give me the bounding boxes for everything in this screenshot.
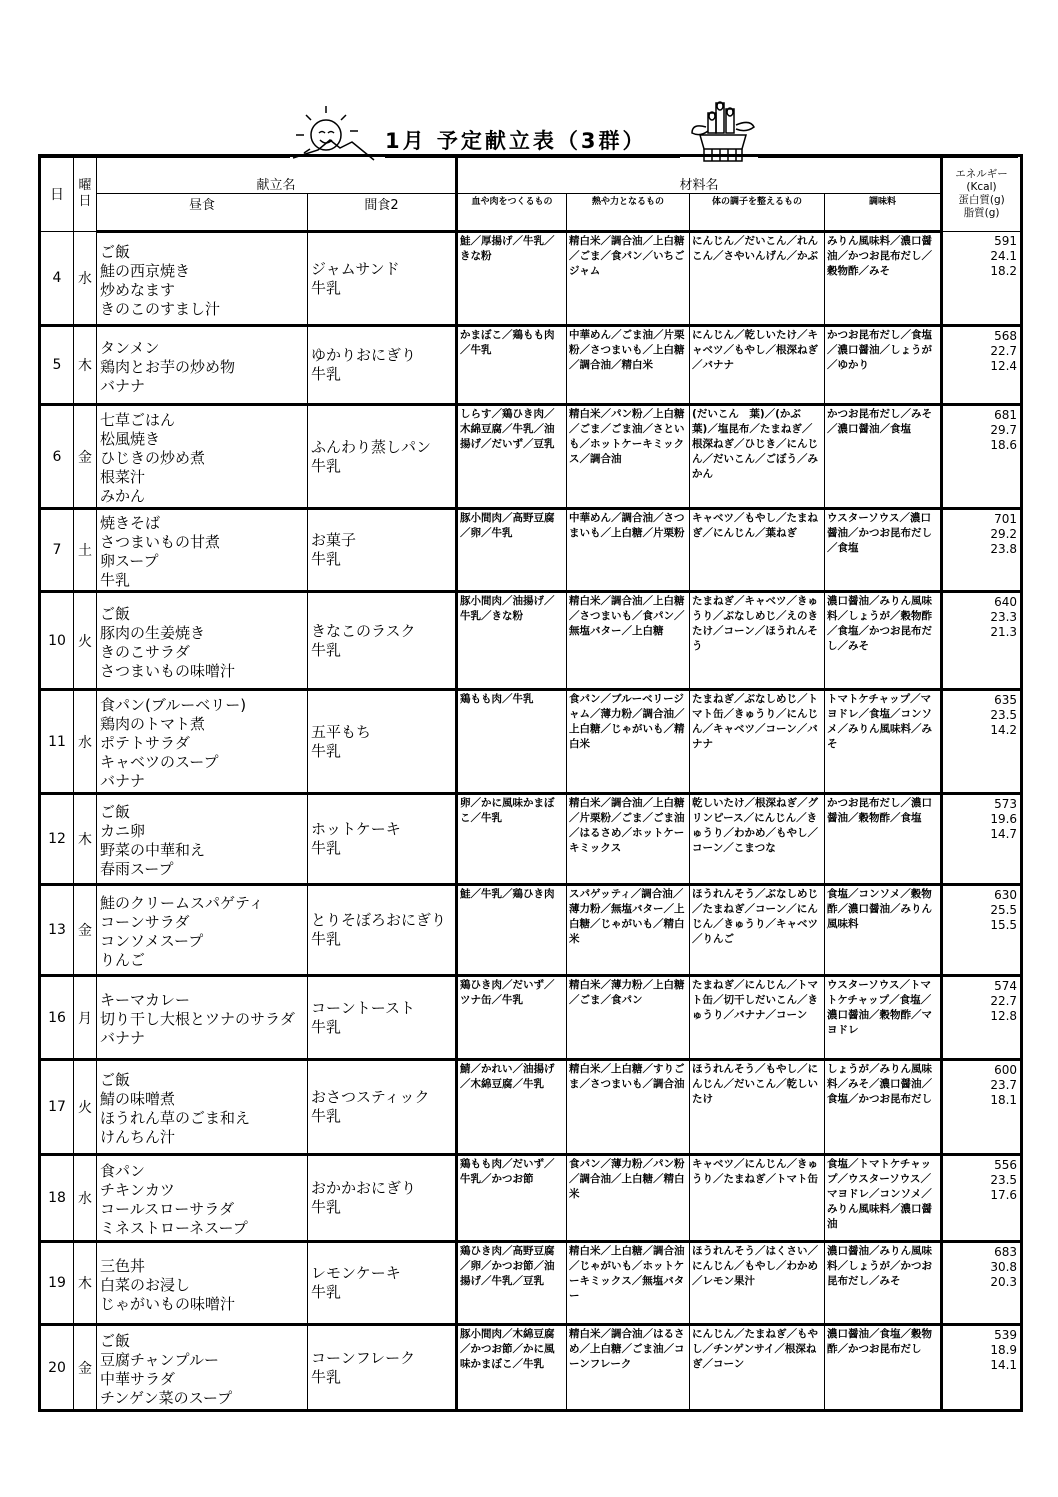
lunch-item: 豚肉の生姜焼き — [100, 623, 206, 642]
fat-value: 18.2 — [990, 264, 1018, 278]
lunch-item: チンゲン菜のスープ — [100, 1388, 233, 1407]
seasoning-cell: ウスターソウス／トマトケチャップ／食塩／濃口醤油／穀物酢／マヨドレ — [825, 976, 942, 1060]
snack-cell — [308, 509, 457, 592]
blood-meat-cell: 鶏もも肉／だいず／牛乳／かつお節 — [457, 1155, 567, 1242]
snack-item: 牛乳 — [311, 1107, 342, 1125]
table-row — [40, 509, 1022, 592]
lunch-item: 鶏肉とお芋の炒め物 — [100, 357, 236, 376]
lunch-item: カニ卵 — [100, 822, 146, 840]
lunch-item: 三色丼 — [100, 1256, 146, 1275]
lunch-cell — [97, 592, 308, 690]
body-condition-cell: たまねぎ／キャベツ／きゅうり／ぶなしめじ／えのきたけ／コーン／ほうれんそう — [690, 592, 825, 690]
header-day: 日 — [40, 156, 74, 232]
protein-value: 30.8 — [990, 1260, 1018, 1274]
lunch-cell — [97, 405, 308, 509]
snack-item: 牛乳 — [311, 550, 342, 568]
header-heat-power: 熱や力となるもの — [567, 194, 690, 232]
snack-item: 牛乳 — [311, 1198, 342, 1216]
lunch-item: チキンカツ — [100, 1181, 175, 1199]
snack-item: とりそぼろおにぎり — [311, 911, 447, 929]
snack-item: 牛乳 — [311, 839, 342, 857]
blood-meat-cell: 鮭／牛乳／鶏ひき肉 — [457, 885, 567, 976]
table-row — [40, 232, 1022, 326]
lunch-item: りんご — [100, 951, 146, 969]
snack-item: おかかおにぎり — [311, 1179, 417, 1197]
day-cell: 5 — [40, 326, 74, 405]
fat-value: 14.7 — [990, 827, 1018, 841]
heat-power-cell: 精白米／調合油／はるさめ／上白糖／ごま油／コーンフレーク — [567, 1325, 690, 1411]
blood-meat-cell: かまぼこ／鶏もも肉／牛乳 — [457, 326, 567, 405]
lunch-item: ご飯 — [100, 1071, 131, 1089]
lunch-item: 切り干し大根とツナのサラダ — [100, 1010, 295, 1028]
blood-meat-cell: 鶏もも肉／牛乳 — [457, 690, 567, 794]
lunch-item: ご飯 — [100, 1331, 131, 1350]
weekday-cell: 木 — [74, 1242, 97, 1325]
body-condition-cell: たまねぎ／にんじん／トマト缶／切干しだいこん／きゅうり／バナナ／コーン — [690, 976, 825, 1060]
lunch-cell — [97, 690, 308, 794]
lunch-item: ひじきの炒め煮 — [100, 449, 206, 467]
fat-value: 23.8 — [990, 542, 1018, 556]
snack-item: きなこのラスク — [311, 621, 416, 640]
nutrition-cell — [942, 885, 1022, 976]
body-condition-cell: にんじん／たまねぎ／もやし／チンゲンサイ／根深ねぎ／コーン — [690, 1325, 825, 1411]
header-energy: エネルギー — [955, 168, 1008, 180]
protein-value: 29.2 — [990, 527, 1018, 541]
fat-value: 15.5 — [990, 918, 1018, 932]
body-condition-cell: たまねぎ／ぶなしめじ／トマト缶／きゅうり／にんじん／キャベツ／コーン／バナナ — [690, 690, 825, 794]
fat-value: 20.3 — [990, 1275, 1018, 1289]
lunch-item: きのこのすまし汁 — [100, 299, 221, 318]
protein-value: 29.7 — [990, 423, 1018, 437]
lunch-item: じゃがいもの味噌汁 — [100, 1294, 236, 1313]
fat-value: 17.6 — [990, 1188, 1018, 1202]
lunch-item: 野菜の中華和え — [100, 841, 206, 859]
snack-item: 牛乳 — [311, 1367, 342, 1386]
lunch-item: さつまいもの甘煮 — [100, 533, 221, 551]
day-cell: 4 — [40, 232, 74, 326]
seasoning-cell: かつお昆布だし／濃口醤油／穀物酢／食塩 — [825, 794, 942, 885]
header-lunch: 昼食 — [97, 194, 308, 232]
energy-value: 630 — [994, 888, 1018, 902]
blood-meat-cell: 豚小間肉／油揚げ／牛乳／きな粉 — [457, 592, 567, 690]
fat-value: 18.6 — [990, 438, 1018, 452]
protein-value: 18.9 — [990, 1343, 1018, 1357]
header-protein: 蛋白質(g) — [958, 194, 1005, 206]
lunch-item: 炒めなます — [100, 280, 176, 299]
nutrition-cell — [942, 326, 1022, 405]
weekday-cell: 水 — [74, 1155, 97, 1242]
fat-value: 21.3 — [990, 625, 1018, 639]
body-condition-cell: ほうれんそう／もやし／にんじん／だいこん／乾しいたけ — [690, 1060, 825, 1155]
table-row — [40, 1325, 1022, 1411]
body-condition-cell: にんじん／乾しいたけ／キャベツ／もやし／根深ねぎ／バナナ — [690, 326, 825, 405]
snack-item: 牛乳 — [311, 1283, 342, 1301]
lunch-item: ポテトサラダ — [100, 734, 190, 752]
header-menu-name: 献立名 — [97, 156, 457, 194]
day-cell: 7 — [40, 509, 74, 592]
energy-value: 683 — [994, 1245, 1018, 1259]
blood-meat-cell: 鶏ひき肉／だいず／ツナ缶／牛乳 — [457, 976, 567, 1060]
heat-power-cell: 中華めん／ごま油／片栗粉／さつまいも／上白糖／調合油／精白米 — [567, 326, 690, 405]
protein-value: 24.1 — [990, 249, 1018, 263]
lunch-item: バナナ — [100, 772, 146, 790]
lunch-item: バナナ — [100, 376, 146, 395]
header-fat: 脂質(g) — [963, 207, 1000, 219]
snack-item: ジャムサンド — [311, 259, 400, 278]
table-row — [40, 326, 1022, 405]
seasoning-cell: みりん風味料／濃口醤油／かつお昆布だし／穀物酢／みそ — [825, 232, 942, 326]
weekday-cell: 木 — [74, 326, 97, 405]
nutrition-cell — [942, 1155, 1022, 1242]
lunch-item: 食パン — [100, 1162, 146, 1180]
lunch-item: バナナ — [100, 1029, 146, 1047]
lunch-item: ご飯 — [100, 803, 131, 821]
lunch-item: キャベツのスープ — [100, 753, 219, 771]
energy-value: 635 — [994, 693, 1018, 707]
body-condition-cell: (だいこん 葉)／(かぶ 葉)／塩昆布／たまねぎ／根深ねぎ／ひじき／にんじん／だいこん／ごぼう／みかん — [690, 405, 825, 509]
lunch-item: コーンサラダ — [100, 913, 190, 931]
lunch-item: 春雨スープ — [100, 860, 174, 878]
lunch-item: ご飯 — [100, 242, 131, 261]
table-row — [40, 794, 1022, 885]
lunch-item: 豆腐チャンプルー — [100, 1350, 219, 1369]
lunch-cell — [97, 326, 308, 405]
heat-power-cell: 精白米／上白糖／調合油／じゃがいも／ホットケーキミックス／無塩バター — [567, 1242, 690, 1325]
table-row — [40, 690, 1022, 794]
header-blood-meat: 血や肉をつくるもの — [457, 194, 567, 232]
nutrition-cell — [942, 509, 1022, 592]
lunch-item: 七草ごはん — [100, 411, 176, 429]
seasoning-cell: 食塩／コンソメ／穀物酢／濃口醤油／みりん風味料 — [825, 885, 942, 976]
lunch-cell — [97, 1242, 308, 1325]
heat-power-cell: 精白米／調合油／上白糖／さつまいも／食パン／無塩バター／上白糖 — [567, 592, 690, 690]
body-condition-cell: キャベツ／もやし／たまねぎ／にんじん／葉ねぎ — [690, 509, 825, 592]
heat-power-cell: 精白米／調合油／上白糖／ごま／食パン／いちごジャム — [567, 232, 690, 326]
lunch-item: 白菜のお浸し — [100, 1275, 191, 1294]
lunch-item: ミネストローネスープ — [100, 1219, 248, 1237]
day-cell: 6 — [40, 405, 74, 509]
nutrition-cell — [942, 1325, 1022, 1411]
blood-meat-cell: 卵／かに風味かまぼこ／牛乳 — [457, 794, 567, 885]
nutrition-cell — [942, 1242, 1022, 1325]
heat-power-cell: 中華めん／調合油／さつまいも／上白糖／片栗粉 — [567, 509, 690, 592]
heat-power-cell: 精白米／パン粉／上白糖／ごま／ごま油／さといも／ホットケーキミックス／調合油 — [567, 405, 690, 509]
snack-item: 牛乳 — [311, 456, 342, 475]
menu-table — [38, 154, 1023, 1412]
nutrition-cell — [942, 794, 1022, 885]
snack-cell — [308, 405, 457, 509]
lunch-item: キーマカレー — [100, 991, 191, 1009]
snack-cell — [308, 794, 457, 885]
blood-meat-cell: 鶏ひき肉／高野豆腐／卵／かつお節／油揚げ／牛乳／豆乳 — [457, 1242, 567, 1325]
protein-value: 23.5 — [990, 1173, 1018, 1187]
lunch-item: ほうれん草のごま和え — [100, 1109, 251, 1127]
snack-cell — [308, 1155, 457, 1242]
energy-value: 681 — [994, 408, 1018, 422]
header-nutrition — [942, 156, 1022, 232]
heat-power-cell: 食パン／ブルーベリージャム／薄力粉／調合油／上白糖／じゃがいも／精白米 — [567, 690, 690, 794]
day-cell: 10 — [40, 592, 74, 690]
snack-cell — [308, 326, 457, 405]
lunch-cell — [97, 794, 308, 885]
energy-value: 640 — [994, 595, 1018, 609]
heat-power-cell: 精白米／上白糖／すりごま／さつまいも／調合油 — [567, 1060, 690, 1155]
lunch-item: ご飯 — [100, 604, 131, 623]
snack-cell — [308, 976, 457, 1060]
table-row — [40, 1060, 1022, 1155]
seasoning-cell: ウスターソウス／濃口醤油／かつお昆布だし／食塩 — [825, 509, 942, 592]
lunch-item: きのこサラダ — [100, 642, 190, 661]
weekday-cell: 金 — [74, 405, 97, 509]
weekday-cell: 月 — [74, 976, 97, 1060]
seasoning-cell: かつお昆布だし／みそ／濃口醤油／食塩 — [825, 405, 942, 509]
lunch-cell — [97, 509, 308, 592]
day-cell: 16 — [40, 976, 74, 1060]
snack-item: コーントースト — [311, 998, 415, 1017]
seasoning-cell: 食塩／トマトケチャップ／ウスターソウス／マヨドレ／コンソメ／みりん風味料／濃口醤油 — [825, 1155, 942, 1242]
lunch-cell — [97, 885, 308, 976]
lunch-item: 卵スープ — [100, 552, 159, 570]
nutrition-cell — [942, 405, 1022, 509]
seasoning-cell: かつお昆布だし／食塩／濃口醤油／しょうが／ゆかり — [825, 326, 942, 405]
lunch-item: コールスローサラダ — [100, 1200, 235, 1218]
table-row — [40, 976, 1022, 1060]
blood-meat-cell: 鮭／厚揚げ／牛乳／きな粉 — [457, 232, 567, 326]
weekday-cell: 火 — [74, 592, 97, 690]
snack-item: ホットケーキ — [311, 820, 401, 838]
energy-value: 574 — [994, 979, 1018, 993]
day-cell: 20 — [40, 1325, 74, 1411]
snack-item: おさつスティック — [311, 1088, 430, 1106]
lunch-item: 中華サラダ — [100, 1369, 175, 1388]
lunch-cell — [97, 232, 308, 326]
snack-item: レモンケーキ — [311, 1264, 401, 1282]
day-cell: 17 — [40, 1060, 74, 1155]
protein-value: 23.3 — [990, 610, 1018, 624]
lunch-item: コンソメスープ — [100, 932, 204, 950]
snack-item: 牛乳 — [311, 365, 342, 383]
snack-cell — [308, 592, 457, 690]
energy-value: 573 — [994, 797, 1018, 811]
lunch-item: けんちん汁 — [100, 1128, 176, 1146]
heat-power-cell: 精白米／調合油／上白糖／片栗粉／ごま／ごま油／はるさめ／ホットケーキミックス — [567, 794, 690, 885]
blood-meat-cell: 鯖／かれい／油揚げ／木綿豆腐／牛乳 — [457, 1060, 567, 1155]
table-row — [40, 405, 1022, 509]
snack-cell — [308, 1060, 457, 1155]
snack-item: 牛乳 — [311, 278, 342, 297]
fat-value: 12.4 — [990, 359, 1018, 373]
seasoning-cell: トマトケチャップ／マヨドレ／食塩／コンソメ／みりん風味料／みそ — [825, 690, 942, 794]
day-cell: 11 — [40, 690, 74, 794]
snack-item: 牛乳 — [311, 1017, 342, 1036]
seasoning-cell: 濃口醤油／みりん風味料／しょうが／かつお昆布だし／みそ — [825, 1242, 942, 1325]
snack-item: ふんわり蒸しパン — [311, 437, 432, 456]
fat-value: 14.2 — [990, 723, 1018, 737]
lunch-cell — [97, 1325, 308, 1411]
body-condition-cell: にんじん／だいこん／れんこん／さやいんげん／かぶ — [690, 232, 825, 326]
energy-value: 600 — [994, 1063, 1018, 1077]
body-condition-cell: 乾しいたけ／根深ねぎ／グリンピース／にんじん／きゅうり／わかめ／もやし／コーン／こまつな — [690, 794, 825, 885]
energy-value: 539 — [994, 1328, 1018, 1342]
lunch-item: さつまいもの味噌汁 — [100, 661, 236, 680]
snack-item: ゆかりおにぎり — [311, 346, 417, 364]
nutrition-cell — [942, 592, 1022, 690]
body-condition-cell: ほうれんそう／ぶなしめじ／たまねぎ／コーン／にんじん／きゅうり／キャベツ／りんご — [690, 885, 825, 976]
snack-item: 五平もち — [311, 722, 372, 741]
table-row — [40, 1242, 1022, 1325]
lunch-cell — [97, 1155, 308, 1242]
weekday-cell: 金 — [74, 885, 97, 976]
table-row — [40, 1155, 1022, 1242]
table-row — [40, 885, 1022, 976]
heat-power-cell: 食パン／薄力粉／パン粉／調合油／上白糖／精白米 — [567, 1155, 690, 1242]
snack-cell — [308, 885, 457, 976]
nutrition-cell — [942, 232, 1022, 326]
body-condition-cell: キャベツ／にんじん／きゅうり／たまねぎ／トマト缶 — [690, 1155, 825, 1242]
lunch-item: 鮭のクリームスパゲティ — [100, 894, 264, 912]
snack-item: 牛乳 — [311, 930, 342, 948]
header-ingredients: 材料名 — [457, 156, 942, 194]
lunch-item: タンメン — [100, 338, 160, 357]
lunch-item: 食パン(ブルーベリー) — [100, 696, 247, 714]
blood-meat-cell: 豚小間肉／木綿豆腐／かつお節／かに風味かまぼこ／牛乳 — [457, 1325, 567, 1411]
energy-value: 591 — [994, 234, 1018, 248]
seasoning-cell: 濃口醤油／みりん風味料／しょうが／穀物酢／食塩／かつお昆布だし／みそ — [825, 592, 942, 690]
header-weekday: 曜日 — [74, 156, 97, 232]
header-body-condition: 体の調子を整えるもの — [690, 194, 825, 232]
header-seasoning: 調味料 — [825, 194, 942, 232]
lunch-item: 鮭の西京焼き — [100, 261, 191, 280]
nutrition-cell — [942, 690, 1022, 794]
day-cell: 13 — [40, 885, 74, 976]
seasoning-cell: 濃口醤油／食塩／穀物酢／かつお昆布だし — [825, 1325, 942, 1411]
seasoning-cell: しょうが／みりん風味料／みそ／濃口醤油／食塩／かつお昆布だし — [825, 1060, 942, 1155]
header-kcal: (Kcal) — [966, 181, 997, 193]
energy-value: 701 — [994, 512, 1018, 526]
nutrition-cell — [942, 976, 1022, 1060]
page-title: 1月 予定献立表（3群） — [385, 129, 647, 153]
lunch-item: みかん — [100, 487, 146, 505]
lunch-item: 牛乳 — [100, 571, 131, 589]
day-cell: 12 — [40, 794, 74, 885]
nutrition-cell — [942, 1060, 1022, 1155]
lunch-item: 鶏肉のトマト煮 — [100, 715, 206, 733]
energy-value: 568 — [994, 329, 1018, 343]
snack-cell — [308, 1325, 457, 1411]
day-cell: 18 — [40, 1155, 74, 1242]
snack-item: コーンフレーク — [311, 1348, 416, 1367]
blood-meat-cell: しらす／鶏ひき肉／木綿豆腐／牛乳／油揚げ／だいず／豆乳 — [457, 405, 567, 509]
blood-meat-cell: 豚小間肉／高野豆腐／卵／牛乳 — [457, 509, 567, 592]
heat-power-cell: スパゲッティ／調合油／薄力粉／無塩バター／上白糖／じゃがいも／精白米 — [567, 885, 690, 976]
heat-power-cell: 精白米／薄力粉／上白糖／ごま／食パン — [567, 976, 690, 1060]
body-condition-cell: ほうれんそう／はくさい／にんじん／もやし／わかめ／レモン果汁 — [690, 1242, 825, 1325]
energy-value: 556 — [994, 1158, 1018, 1172]
snack-cell — [308, 232, 457, 326]
lunch-item: 根菜汁 — [100, 468, 146, 486]
weekday-cell: 金 — [74, 1325, 97, 1411]
lunch-item: 松風焼き — [100, 430, 161, 448]
protein-value: 23.5 — [990, 708, 1018, 722]
protein-value: 22.7 — [990, 344, 1018, 358]
lunch-item: 焼きそば — [100, 514, 161, 532]
fat-value: 12.8 — [990, 1009, 1018, 1023]
fat-value: 14.1 — [990, 1358, 1018, 1372]
weekday-cell: 土 — [74, 509, 97, 592]
snack-cell — [308, 690, 457, 794]
lunch-item: 鯖の味噌煮 — [100, 1090, 176, 1108]
weekday-cell: 水 — [74, 690, 97, 794]
weekday-cell: 火 — [74, 1060, 97, 1155]
header-snack: 間食2 — [308, 194, 457, 232]
snack-item: 牛乳 — [311, 741, 342, 760]
snack-item: 牛乳 — [311, 640, 342, 659]
fat-value: 18.1 — [990, 1093, 1018, 1107]
lunch-cell — [97, 976, 308, 1060]
table-row — [40, 592, 1022, 690]
protein-value: 19.6 — [990, 812, 1018, 826]
protein-value: 23.7 — [990, 1078, 1018, 1092]
lunch-cell — [97, 1060, 308, 1155]
weekday-cell: 木 — [74, 794, 97, 885]
protein-value: 25.5 — [990, 903, 1018, 917]
snack-cell — [308, 1242, 457, 1325]
protein-value: 22.7 — [990, 994, 1018, 1008]
snack-item: お菓子 — [311, 531, 357, 549]
weekday-cell: 水 — [74, 232, 97, 326]
day-cell: 19 — [40, 1242, 74, 1325]
